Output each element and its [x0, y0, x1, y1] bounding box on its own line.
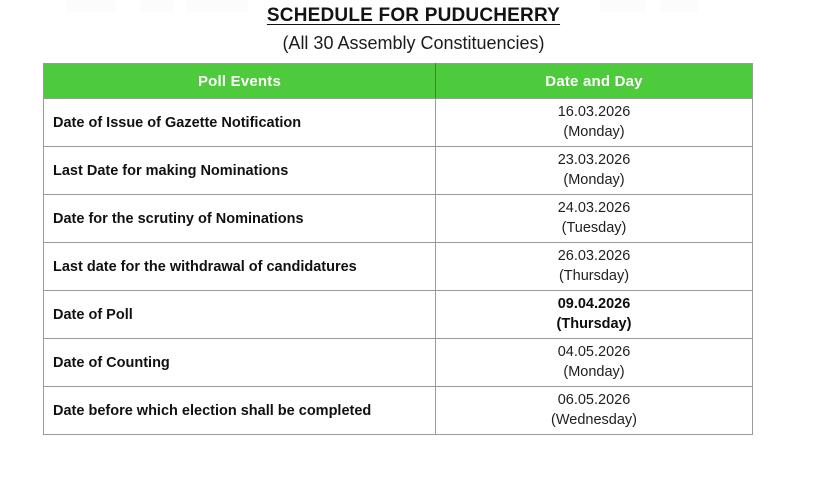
schedule-table-container — [43, 63, 752, 435]
table-header — [44, 64, 753, 99]
page-title: SCHEDULE FOR PUDUCHERRY — [266, 5, 561, 26]
cell-date-and-day — [436, 243, 753, 291]
cell-day: (Wednesday) — [551, 411, 637, 428]
cell-day: (Monday) — [563, 171, 625, 188]
cell-date: 23.03.2026 — [557, 151, 631, 168]
cell-date-and-day — [436, 147, 753, 195]
column-header-poll-events: Poll Events — [44, 64, 436, 99]
table-row — [44, 291, 753, 339]
cell-date-and-day — [436, 387, 753, 435]
cell-date-and-day — [436, 339, 753, 387]
cell-date-and-day — [436, 195, 753, 243]
table-row — [44, 99, 753, 147]
cell-date: 06.05.2026 — [557, 391, 631, 408]
cell-poll-event: Date before which election shall be completed — [44, 387, 436, 435]
cell-poll-event: Date of Issue of Gazette Notification — [44, 99, 436, 147]
cell-poll-event: Last Date for making Nominations — [44, 147, 436, 195]
cell-day: (Monday) — [563, 363, 625, 380]
cell-date: 09.04.2026 — [557, 295, 631, 312]
column-header-date-and-day: Date and Day — [436, 64, 753, 99]
table-row — [44, 243, 753, 291]
cell-poll-event: Last date for the withdrawal of candidatures — [44, 243, 436, 291]
table-row — [44, 387, 753, 435]
cell-date: 16.03.2026 — [557, 103, 631, 120]
cell-date-and-day — [436, 291, 753, 339]
cell-day: (Thursday) — [556, 315, 632, 332]
table-header-row — [44, 64, 753, 99]
table-row — [44, 147, 753, 195]
cell-poll-event: Date of Counting — [44, 339, 436, 387]
cell-day: (Monday) — [563, 123, 625, 140]
cell-date: 24.03.2026 — [557, 199, 631, 216]
cell-poll-event: Date of Poll — [44, 291, 436, 339]
cell-date: 26.03.2026 — [557, 247, 631, 264]
cell-date-and-day — [436, 99, 753, 147]
table-row — [44, 195, 753, 243]
schedule-table — [43, 63, 753, 435]
table-row — [44, 339, 753, 387]
cell-date: 04.05.2026 — [557, 343, 631, 360]
cell-day: (Tuesday) — [561, 219, 627, 236]
cell-poll-event: Date for the scrutiny of Nominations — [44, 195, 436, 243]
page-subtitle: (All 30 Assembly Constituencies) — [282, 32, 545, 53]
table-body — [44, 99, 753, 435]
cell-day: (Thursday) — [558, 267, 630, 284]
title-block — [0, 0, 827, 55]
